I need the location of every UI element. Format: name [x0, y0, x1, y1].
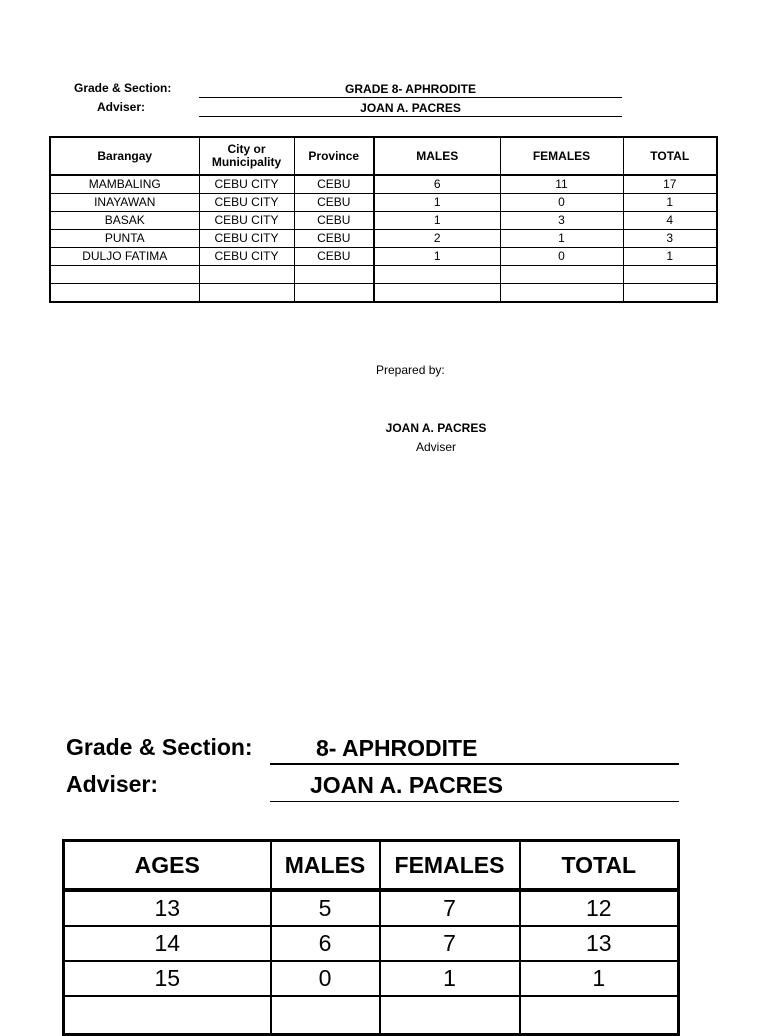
ages-table	[62, 839, 680, 1036]
table-row	[50, 248, 717, 266]
cell-males: 1	[374, 194, 500, 212]
cell-males: 2	[374, 230, 500, 248]
cell-total: 17	[623, 175, 717, 194]
table-row	[64, 890, 679, 926]
col-females: FEMALES	[380, 841, 520, 891]
table-row	[50, 194, 717, 212]
cell-females: 7	[380, 890, 520, 926]
col-barangay: Barangay	[50, 137, 199, 175]
adviser-label: Adviser:	[97, 100, 146, 114]
cell-males: 6	[271, 926, 380, 961]
cell-city: CEBU CITY	[199, 175, 294, 194]
cell-females: 11	[500, 175, 623, 194]
cell-males: 6	[374, 175, 500, 194]
cell-ages: 13	[64, 890, 271, 926]
cell-province: CEBU	[294, 248, 374, 266]
cell-total: 4	[623, 212, 717, 230]
cell-females: 1	[500, 230, 623, 248]
cell-females: 3	[500, 212, 623, 230]
cell-barangay: INAYAWAN	[50, 194, 199, 212]
cell-females: 0	[500, 248, 623, 266]
empty-row	[64, 996, 679, 1035]
table-header-row	[50, 137, 717, 175]
cell-city: CEBU CITY	[199, 194, 294, 212]
col-city: City or Municipality	[199, 137, 294, 175]
cell-females: 1	[380, 961, 520, 996]
cell-total: 13	[520, 926, 679, 961]
cell-total: 3	[623, 230, 717, 248]
barangay-table	[49, 136, 718, 303]
signatory-role: Adviser	[415, 440, 456, 454]
col-males: MALES	[271, 841, 380, 891]
grade-section-label-large: Grade & Section:	[66, 734, 253, 760]
col-ages: AGES	[64, 841, 271, 891]
cell-males: 1	[374, 212, 500, 230]
cell-males: 5	[271, 890, 380, 926]
cell-province: CEBU	[294, 212, 374, 230]
cell-city: CEBU CITY	[199, 212, 294, 230]
col-males: MALES	[374, 137, 500, 175]
cell-city: CEBU CITY	[199, 248, 294, 266]
cell-province: CEBU	[294, 230, 374, 248]
cell-ages: 15	[64, 961, 271, 996]
cell-total: 1	[623, 248, 717, 266]
table-row	[50, 230, 717, 248]
cell-barangay: DULJO FATIMA	[50, 248, 199, 266]
cell-barangay: BASAK	[50, 212, 199, 230]
adviser-value-large: JOAN A. PACRES	[270, 768, 679, 802]
table-row	[64, 961, 679, 996]
cell-males: 1	[374, 248, 500, 266]
cell-males: 0	[271, 961, 380, 996]
empty-row	[50, 284, 717, 303]
cell-barangay: MAMBALING	[50, 175, 199, 194]
cell-barangay: PUNTA	[50, 230, 199, 248]
col-total: TOTAL	[520, 841, 679, 891]
cell-province: CEBU	[294, 175, 374, 194]
table-row	[64, 926, 679, 961]
cell-females: 0	[500, 194, 623, 212]
col-total: TOTAL	[623, 137, 717, 175]
cell-city: CEBU CITY	[199, 230, 294, 248]
adviser-value: JOAN A. PACRES	[199, 100, 622, 117]
cell-total: 1	[520, 961, 679, 996]
signatory-name: JOAN A. PACRES	[385, 421, 487, 435]
grade-section-label: Grade & Section:	[74, 81, 172, 95]
adviser-label-large: Adviser:	[66, 771, 159, 797]
table-row	[50, 175, 717, 194]
col-females: FEMALES	[500, 137, 623, 175]
cell-total: 12	[520, 890, 679, 926]
prepared-by-label: Prepared by:	[376, 363, 445, 377]
empty-row	[50, 266, 717, 284]
table-row	[50, 212, 717, 230]
grade-section-value-large: 8- APHRODITE	[270, 731, 679, 765]
col-province: Province	[294, 137, 374, 175]
table-header-row	[64, 841, 679, 891]
grade-section-value: GRADE 8- APHRODITE	[199, 81, 622, 98]
cell-province: CEBU	[294, 194, 374, 212]
cell-total: 1	[623, 194, 717, 212]
cell-females: 7	[380, 926, 520, 961]
cell-ages: 14	[64, 926, 271, 961]
